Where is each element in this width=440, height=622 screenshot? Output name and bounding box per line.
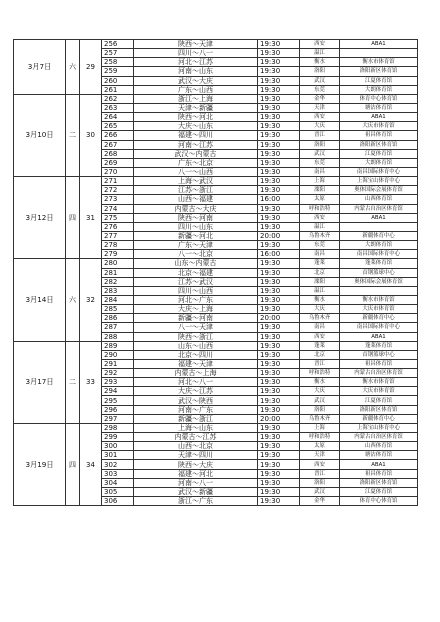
table-row (14, 40, 418, 49)
city: 西安 (300, 460, 340, 469)
venue: 祖昌体育馆 (340, 469, 418, 478)
start-time: 19:30 (258, 405, 300, 414)
city: 晋江 (300, 131, 340, 140)
start-time: 16:00 (258, 250, 300, 259)
match-number: 274 (102, 204, 134, 213)
city: 东莞 (300, 158, 340, 167)
venue: ABA1 (340, 460, 418, 469)
matchup: 天津～新疆 (134, 103, 258, 112)
match-number: 278 (102, 241, 134, 250)
city: 东莞 (300, 241, 340, 250)
venue (340, 222, 418, 231)
matchup: 八一～山西 (134, 167, 258, 176)
start-time: 19:30 (258, 67, 300, 76)
match-number: 302 (102, 460, 134, 469)
matchup: 广东～北京 (134, 158, 258, 167)
matchup: 四川～山东 (134, 222, 258, 231)
round-cell: 31 (80, 177, 102, 259)
match-number: 305 (102, 487, 134, 496)
city: 武汉 (300, 149, 340, 158)
round-cell: 30 (80, 94, 102, 176)
matchup: 陕西～大庆 (134, 460, 258, 469)
venue: 蓬莱体育馆 (340, 341, 418, 350)
start-time: 20:00 (258, 414, 300, 423)
matchup: 大庆～江苏 (134, 387, 258, 396)
matchup: 陕西～河北 (134, 113, 258, 122)
match-number: 306 (102, 497, 134, 506)
venue: 首钢篮球中心 (340, 268, 418, 277)
start-time: 20:00 (258, 314, 300, 323)
city: 溧阳 (300, 186, 340, 195)
matchup: 上海～山东 (134, 423, 258, 432)
start-time: 19:30 (258, 341, 300, 350)
match-number: 263 (102, 103, 134, 112)
table-row (14, 94, 418, 103)
match-number: 258 (102, 58, 134, 67)
matchup: 内蒙古～上海 (134, 369, 258, 378)
start-time: 19:30 (258, 140, 300, 149)
matchup: 新疆～河北 (134, 231, 258, 240)
city: 呼和浩特 (300, 369, 340, 378)
start-time: 19:30 (258, 85, 300, 94)
match-number: 264 (102, 113, 134, 122)
city: 西安 (300, 113, 340, 122)
city: 温江 (300, 49, 340, 58)
match-number: 295 (102, 396, 134, 405)
matchup: 新疆～浙江 (134, 414, 258, 423)
start-time: 19:30 (258, 76, 300, 85)
matchup: 大庆～上海 (134, 305, 258, 314)
city: 北京 (300, 350, 340, 359)
matchup: 河南～江苏 (134, 140, 258, 149)
matchup: 河南～八一 (134, 478, 258, 487)
matchup: 浙江～上海 (134, 94, 258, 103)
match-number: 291 (102, 359, 134, 368)
start-time: 19:30 (258, 469, 300, 478)
match-number: 256 (102, 40, 134, 49)
start-time: 19:30 (258, 487, 300, 496)
city: 衡水 (300, 58, 340, 67)
date-cell: 3月10日 (14, 94, 66, 176)
city: 温江 (300, 222, 340, 231)
city: 溧阳 (300, 277, 340, 286)
matchup: 武汉～内蒙古 (134, 149, 258, 158)
match-number: 271 (102, 177, 134, 186)
date-cell: 3月17日 (14, 341, 66, 423)
table-row (14, 259, 418, 268)
match-number: 300 (102, 442, 134, 451)
matchup: 北京～四川 (134, 350, 258, 359)
match-number: 296 (102, 405, 134, 414)
match-number: 288 (102, 332, 134, 341)
city: 南昌 (300, 323, 340, 332)
city: 洛阳 (300, 478, 340, 487)
match-number: 277 (102, 231, 134, 240)
start-time: 19:30 (258, 149, 300, 158)
venue: 衡水市体育馆 (340, 295, 418, 304)
venue (340, 49, 418, 58)
weekday-cell: 六 (66, 40, 80, 95)
start-time: 19:30 (258, 423, 300, 432)
start-time: 19:30 (258, 359, 300, 368)
start-time: 19:30 (258, 460, 300, 469)
start-time: 19:30 (258, 268, 300, 277)
venue: 内蒙古自治区体育馆 (340, 433, 418, 442)
matchup: 河南～广东 (134, 405, 258, 414)
start-time: 19:30 (258, 478, 300, 487)
start-time: 19:30 (258, 286, 300, 295)
table-row (14, 341, 418, 350)
match-number: 290 (102, 350, 134, 359)
start-time: 19:30 (258, 241, 300, 250)
matchup: 武汉～新疆 (134, 487, 258, 496)
matchup: 江苏～武汉 (134, 277, 258, 286)
city: 金华 (300, 94, 340, 103)
match-number: 267 (102, 140, 134, 149)
venue: 大庆市体育馆 (340, 305, 418, 314)
match-number: 276 (102, 222, 134, 231)
match-number: 292 (102, 369, 134, 378)
round-cell: 34 (80, 423, 102, 505)
date-cell: 3月12日 (14, 177, 66, 259)
match-number: 257 (102, 49, 134, 58)
matchup: 陕西～浙江 (134, 332, 258, 341)
match-number: 266 (102, 131, 134, 140)
match-number: 275 (102, 213, 134, 222)
matchup: 武汉～陕西 (134, 396, 258, 405)
matchup: 浙江～广东 (134, 497, 258, 506)
matchup: 广东～天津 (134, 241, 258, 250)
start-time: 19:30 (258, 177, 300, 186)
start-time: 19:30 (258, 295, 300, 304)
venue: 大庆市体育馆 (340, 387, 418, 396)
date-cell: 3月7日 (14, 40, 66, 95)
venue (340, 286, 418, 295)
venue: 上海宝山体育中心 (340, 423, 418, 432)
venue: 上海宝山体育中心 (340, 177, 418, 186)
city: 大庆 (300, 305, 340, 314)
matchup: 四川～山西 (134, 286, 258, 295)
city: 北京 (300, 268, 340, 277)
venue: 大朗体育馆 (340, 241, 418, 250)
venue: 体育中心体育馆 (340, 497, 418, 506)
matchup: 八一～北京 (134, 250, 258, 259)
venue: 山西体育馆 (340, 195, 418, 204)
venue: 大朗体育馆 (340, 85, 418, 94)
match-number: 286 (102, 314, 134, 323)
match-number: 280 (102, 259, 134, 268)
city: 衡水 (300, 295, 340, 304)
match-number: 303 (102, 469, 134, 478)
matchup: 河北～八一 (134, 378, 258, 387)
schedule-body (14, 40, 418, 506)
table-row (14, 423, 418, 432)
venue: 奥体国际会展体育馆 (340, 277, 418, 286)
start-time: 19:30 (258, 433, 300, 442)
match-number: 285 (102, 305, 134, 314)
matchup: 天津～四川 (134, 451, 258, 460)
start-time: 19:30 (258, 113, 300, 122)
city: 晋江 (300, 359, 340, 368)
match-number: 284 (102, 295, 134, 304)
match-number: 273 (102, 195, 134, 204)
city: 武汉 (300, 487, 340, 496)
match-number: 265 (102, 122, 134, 131)
city: 南昌 (300, 250, 340, 259)
venue: 南昌国际体育中心 (340, 167, 418, 176)
date-cell: 3月19日 (14, 423, 66, 505)
matchup: 四川～八一 (134, 49, 258, 58)
weekday-cell: 二 (66, 341, 80, 423)
city: 洛阳 (300, 405, 340, 414)
venue: 内蒙古自治区体育馆 (340, 204, 418, 213)
matchup: 广东～山西 (134, 85, 258, 94)
match-number: 297 (102, 414, 134, 423)
venue: 塘沽体育馆 (340, 103, 418, 112)
round-cell: 29 (80, 40, 102, 95)
start-time: 19:30 (258, 378, 300, 387)
match-number: 283 (102, 286, 134, 295)
matchup: 河南～山东 (134, 67, 258, 76)
venue: 洛阳新区体育馆 (340, 140, 418, 149)
venue: 祖昌体育馆 (340, 131, 418, 140)
matchup: 陕西～天津 (134, 40, 258, 49)
venue: 蓬莱体育馆 (340, 259, 418, 268)
round-cell: 32 (80, 259, 102, 341)
venue: 大朗体育馆 (340, 158, 418, 167)
match-number: 272 (102, 186, 134, 195)
start-time: 19:30 (258, 323, 300, 332)
city: 武汉 (300, 396, 340, 405)
city: 太原 (300, 442, 340, 451)
start-time: 19:30 (258, 387, 300, 396)
matchup: 内蒙古～大庆 (134, 204, 258, 213)
start-time: 19:30 (258, 167, 300, 176)
start-time: 19:30 (258, 94, 300, 103)
city: 乌鲁木齐 (300, 414, 340, 423)
city: 乌鲁木齐 (300, 231, 340, 240)
matchup: 上海～武汉 (134, 177, 258, 186)
match-number: 301 (102, 451, 134, 460)
venue: 内蒙古自治区体育馆 (340, 369, 418, 378)
matchup: 武汉～大庆 (134, 76, 258, 85)
venue: 衡水市体育馆 (340, 58, 418, 67)
matchup: 山东～内蒙古 (134, 259, 258, 268)
city: 衡水 (300, 378, 340, 387)
city: 呼和浩特 (300, 204, 340, 213)
start-time: 19:30 (258, 396, 300, 405)
start-time: 19:30 (258, 122, 300, 131)
venue: ABA1 (340, 213, 418, 222)
start-time: 20:00 (258, 231, 300, 240)
venue: 奥体国际会展体育馆 (340, 186, 418, 195)
matchup: 八一～天津 (134, 323, 258, 332)
matchup: 河北～江苏 (134, 58, 258, 67)
venue: ABA1 (340, 40, 418, 49)
start-time: 19:30 (258, 259, 300, 268)
city: 洛阳 (300, 67, 340, 76)
match-number: 259 (102, 67, 134, 76)
matchup: 新疆～河南 (134, 314, 258, 323)
matchup: 江苏～浙江 (134, 186, 258, 195)
round-cell: 33 (80, 341, 102, 423)
start-time: 19:30 (258, 451, 300, 460)
start-time: 16:00 (258, 195, 300, 204)
start-time: 19:30 (258, 58, 300, 67)
match-number: 261 (102, 85, 134, 94)
match-number: 294 (102, 387, 134, 396)
match-number: 281 (102, 268, 134, 277)
venue: 江夏体育馆 (340, 487, 418, 496)
start-time: 19:30 (258, 186, 300, 195)
schedule-table (13, 39, 418, 506)
match-number: 289 (102, 341, 134, 350)
start-time: 19:30 (258, 497, 300, 506)
venue: 江夏体育馆 (340, 76, 418, 85)
match-number: 304 (102, 478, 134, 487)
city: 温江 (300, 286, 340, 295)
venue: 洛阳新区体育馆 (340, 67, 418, 76)
matchup: 福建～四川 (134, 131, 258, 140)
match-number: 269 (102, 158, 134, 167)
venue: 洛阳新区体育馆 (340, 478, 418, 487)
venue: 江夏体育馆 (340, 396, 418, 405)
city: 呼和浩特 (300, 433, 340, 442)
city: 蓬莱 (300, 341, 340, 350)
matchup: 内蒙古～江苏 (134, 433, 258, 442)
weekday-cell: 四 (66, 177, 80, 259)
venue: 山西体育馆 (340, 442, 418, 451)
matchup: 福建～天津 (134, 359, 258, 368)
matchup: 北京～福建 (134, 268, 258, 277)
venue: 江夏体育馆 (340, 149, 418, 158)
start-time: 19:30 (258, 49, 300, 58)
venue: 大庆市体育馆 (340, 122, 418, 131)
match-number: 268 (102, 149, 134, 158)
venue: 塘沽体育馆 (340, 451, 418, 460)
match-number: 282 (102, 277, 134, 286)
match-number: 299 (102, 433, 134, 442)
match-number: 270 (102, 167, 134, 176)
start-time: 19:30 (258, 222, 300, 231)
match-number: 260 (102, 76, 134, 85)
venue: 洛阳新区体育馆 (340, 405, 418, 414)
city: 西安 (300, 40, 340, 49)
venue: 新疆体育中心 (340, 314, 418, 323)
city: 武汉 (300, 76, 340, 85)
date-cell: 3月14日 (14, 259, 66, 341)
start-time: 19:30 (258, 277, 300, 286)
table-row (14, 177, 418, 186)
city: 西安 (300, 332, 340, 341)
venue: 南昌国际体育中心 (340, 250, 418, 259)
match-number: 293 (102, 378, 134, 387)
venue: ABA1 (340, 113, 418, 122)
matchup: 山西～福建 (134, 195, 258, 204)
city: 太原 (300, 195, 340, 204)
city: 南昌 (300, 167, 340, 176)
weekday-cell: 六 (66, 259, 80, 341)
start-time: 19:30 (258, 131, 300, 140)
venue: 新疆体育中心 (340, 414, 418, 423)
city: 大庆 (300, 387, 340, 396)
start-time: 19:30 (258, 332, 300, 341)
start-time: 19:30 (258, 103, 300, 112)
matchup: 大庆～山东 (134, 122, 258, 131)
venue: ABA1 (340, 332, 418, 341)
matchup: 河北～广东 (134, 295, 258, 304)
city: 西安 (300, 213, 340, 222)
city: 大庆 (300, 122, 340, 131)
venue: 体育中心体育馆 (340, 94, 418, 103)
city: 天津 (300, 103, 340, 112)
city: 蓬莱 (300, 259, 340, 268)
match-number: 287 (102, 323, 134, 332)
matchup: 山东～山西 (134, 341, 258, 350)
city: 天津 (300, 451, 340, 460)
start-time: 19:30 (258, 442, 300, 451)
city: 上海 (300, 423, 340, 432)
start-time: 19:30 (258, 350, 300, 359)
match-number: 279 (102, 250, 134, 259)
venue: 南昌国际体育中心 (340, 323, 418, 332)
venue: 祖昌体育馆 (340, 359, 418, 368)
start-time: 19:30 (258, 40, 300, 49)
weekday-cell: 二 (66, 94, 80, 176)
start-time: 19:30 (258, 369, 300, 378)
start-time: 19:30 (258, 158, 300, 167)
start-time: 19:30 (258, 213, 300, 222)
matchup: 山西～北京 (134, 442, 258, 451)
match-number: 298 (102, 423, 134, 432)
venue: 首钢篮球中心 (340, 350, 418, 359)
matchup: 福建～河北 (134, 469, 258, 478)
venue: 衡水市体育馆 (340, 378, 418, 387)
venue: 新疆体育中心 (340, 231, 418, 240)
start-time: 19:30 (258, 204, 300, 213)
city: 洛阳 (300, 140, 340, 149)
start-time: 19:30 (258, 305, 300, 314)
city: 晋江 (300, 469, 340, 478)
weekday-cell: 四 (66, 423, 80, 505)
matchup: 陕西～河南 (134, 213, 258, 222)
city: 上海 (300, 177, 340, 186)
city: 乌鲁木齐 (300, 314, 340, 323)
city: 东莞 (300, 85, 340, 94)
city: 金华 (300, 497, 340, 506)
match-number: 262 (102, 94, 134, 103)
